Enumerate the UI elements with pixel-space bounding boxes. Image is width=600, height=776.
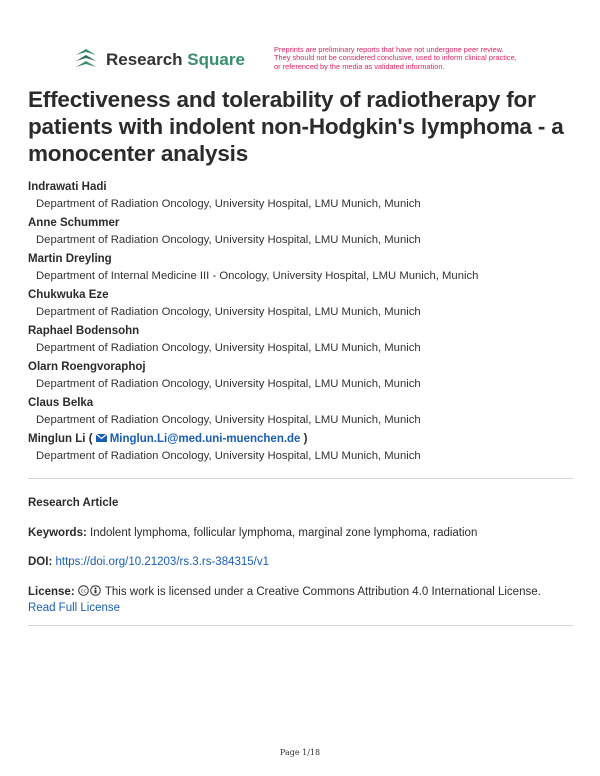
paper-title: Effectiveness and tolerability of radiotherapy for patients with indolent non-Hodgkin's lymphoma - a monocenter analysis bbox=[28, 87, 564, 166]
author-affiliation: Department of Radiation Oncology, University Hospital, LMU Munich, Munich bbox=[36, 306, 421, 318]
author-name: Olarn Roengvoraphoj bbox=[28, 361, 146, 373]
doi-row bbox=[28, 556, 269, 568]
research-square-brand[interactable] bbox=[106, 50, 245, 70]
author-name: Anne Schummer bbox=[28, 217, 120, 229]
envelope-icon bbox=[96, 434, 107, 442]
author-affiliation: Department of Radiation Oncology, University Hospital, LMU Munich, Munich bbox=[36, 342, 421, 354]
brand-research: Research bbox=[106, 50, 183, 69]
license-label: License: bbox=[28, 586, 75, 598]
read-full-license-link[interactable]: Read Full License bbox=[28, 602, 121, 614]
author-name: Minglun Li bbox=[28, 433, 86, 445]
author-affiliation: Department of Radiation Oncology, University Hospital, LMU Munich, Munich bbox=[36, 234, 421, 246]
author-name: Raphael Bodensohn bbox=[28, 325, 140, 337]
author-affiliation: Department of Internal Medicine III - Oncology, University Hospital, LMU Munich, Munich bbox=[36, 270, 479, 282]
author-affiliation: Department of Radiation Oncology, University Hospital, LMU Munich, Munich bbox=[36, 450, 421, 462]
divider bbox=[28, 625, 573, 626]
research-square-logo-icon bbox=[74, 46, 98, 70]
brand-square: Square bbox=[187, 50, 245, 69]
license-row bbox=[28, 585, 541, 598]
doi-label: DOI: bbox=[28, 556, 53, 568]
preprint-notice: Preprints are preliminary reports that have not undergone peer review. They should not be considered conclusive, used to inform clinical practice, or referenced by the media as validated information. bbox=[274, 45, 517, 71]
doi-link[interactable]: https://doi.org/10.21203/rs.3.rs-384315/v1 bbox=[55, 556, 270, 568]
svg-text:cc: cc bbox=[80, 588, 87, 595]
page-number: Page 1/18 bbox=[279, 748, 321, 757]
author-affiliation: Department of Radiation Oncology, University Hospital, LMU Munich, Munich bbox=[36, 198, 421, 210]
article-type: Research Article bbox=[28, 497, 119, 509]
author-affiliation: Department of Radiation Oncology, University Hospital, LMU Munich, Munich bbox=[36, 378, 421, 390]
creative-commons-icon bbox=[78, 585, 89, 596]
author-name: Claus Belka bbox=[28, 397, 94, 409]
author-affiliation: Department of Radiation Oncology, University Hospital, LMU Munich, Munich bbox=[36, 414, 421, 426]
author-name: Martin Dreyling bbox=[28, 253, 112, 265]
author-email-link[interactable]: Minglun.Li@med.uni-muenchen.de bbox=[109, 433, 301, 445]
keywords-row bbox=[28, 527, 477, 539]
email-wrapper: ( Minglun.Li@med.uni-muenchen.de ) bbox=[88, 433, 308, 445]
keywords-label: Keywords: bbox=[28, 527, 87, 539]
corresponding-author bbox=[28, 433, 308, 445]
author-name: Chukwuka Eze bbox=[28, 289, 109, 301]
divider bbox=[28, 478, 573, 479]
keywords-value: Indolent lymphoma, follicular lymphoma, marginal zone lymphoma, radiation bbox=[90, 527, 478, 539]
author-name: Indrawati Hadi bbox=[28, 181, 107, 193]
license-text: This work is licensed under a Creative Commons Attribution 4.0 International License. bbox=[104, 586, 541, 598]
attribution-icon bbox=[90, 585, 101, 596]
